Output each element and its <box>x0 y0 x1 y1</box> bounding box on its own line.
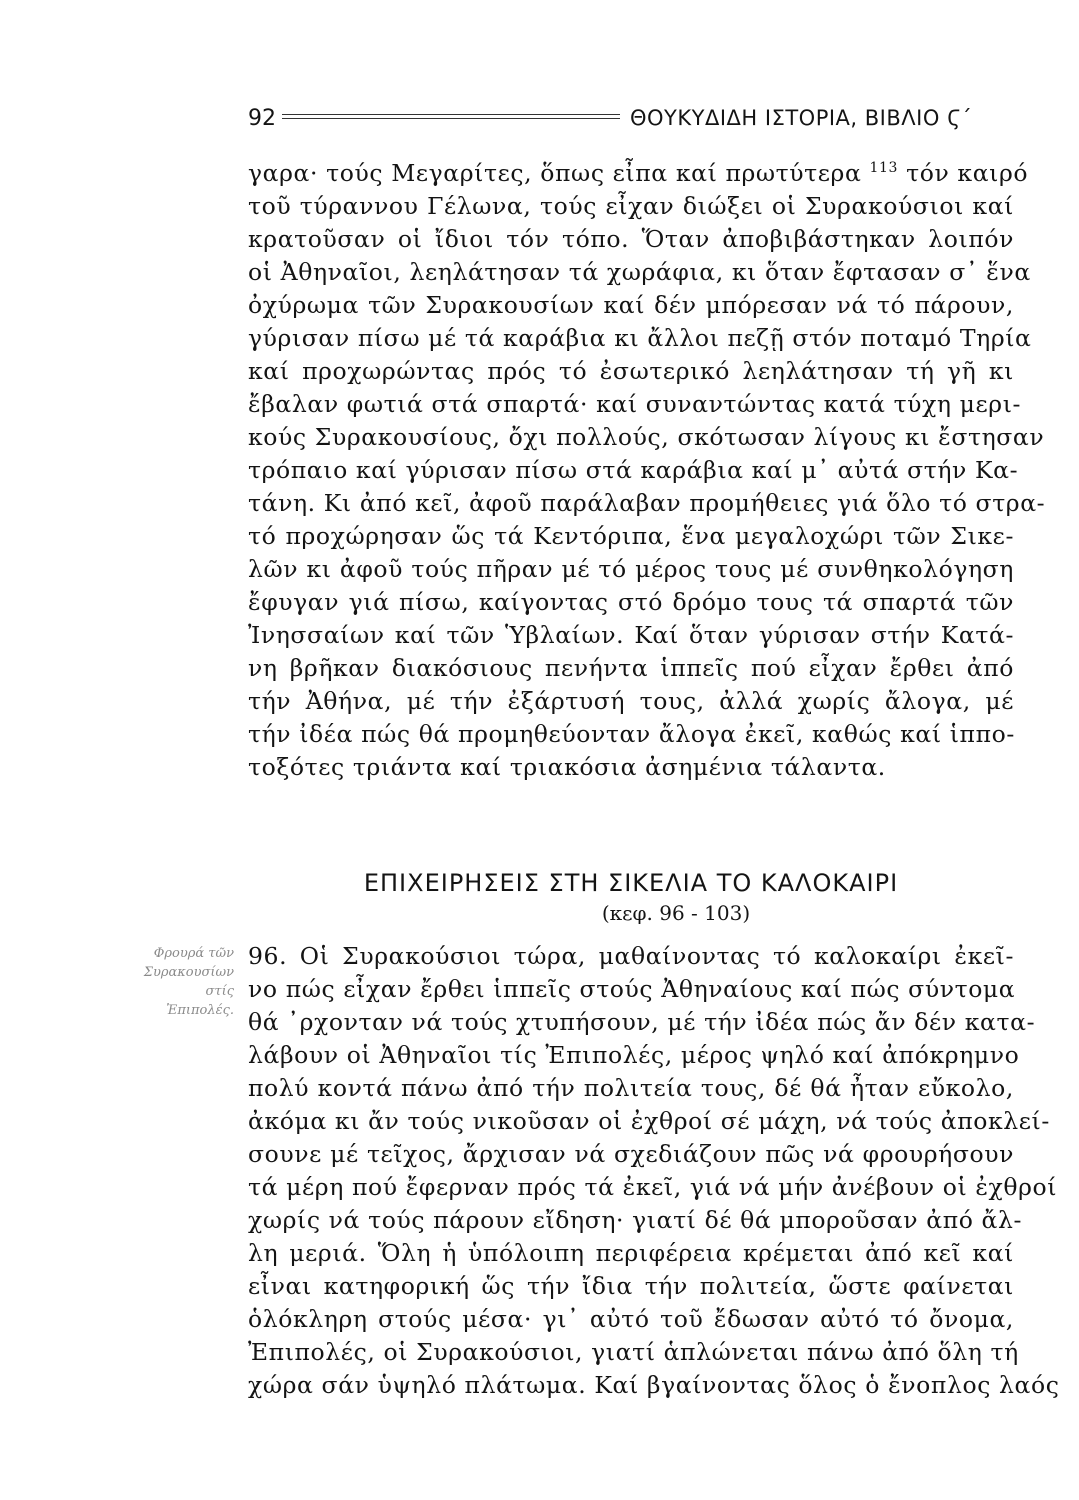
text-line: λη μεριά. Ὅλη ἡ ὑπόλοιπη περιφέρεια κρέμεται ἀπό κεῖ καί <box>248 1239 1014 1267</box>
text-line: ἔβαλαν φωτιά στά σπαρτά· καί συναντώντας κατά τύχη μερι- <box>248 390 1022 418</box>
footnote-ref: 113 <box>869 160 899 177</box>
section-chapters: (κεφ. 96 - 103) <box>601 901 751 925</box>
text-line: οἱ Ἀθηναῖοι, λεηλάτησαν τά χωράφια, κι ὅταν ἔφτασαν σ᾿ ἕνα <box>248 258 1031 286</box>
text-line: νο πώς εἶχαν ἔρθει ἱππεῖς στούς Ἀθηναίους καί πώς σύντομα <box>248 975 1016 1003</box>
text-line: σουνε μέ τεῖχος, ἄρχισαν νά σχεδιάζουν πῶς νά φρουρήσουν <box>248 1140 1014 1168</box>
text-line: γαρα· τούς Μεγαρίτες, ὅπως εἶπα καί πρωτύτερα $^{113}$ τόν καιρό <box>248 159 1029 187</box>
text-line: τάνη. Κι ἀπό κεῖ, ἀφοῦ παράλαβαν προμήθειες γιά ὅλο τό στρα- <box>248 489 1046 517</box>
paragraph-1 <box>248 157 1046 784</box>
text-line: τά μέρη πού ἔφερναν πρός τά ἐκεῖ, γιά νά μήν ἀνέβουν οἱ ἐχθροί <box>248 1173 1058 1201</box>
margin-note-line: στίς <box>205 984 234 999</box>
text-line: τοῦ τύραννου Γέλωνα, τούς εἶχαν διώξει οἱ Συρακούσιοι καί <box>248 192 1014 220</box>
header-rule <box>282 114 620 119</box>
text-line: λῶν κι ἀφοῦ τούς πῆραν μέ τό μέρος τους μέ συνθηκολόγηση <box>248 555 1014 583</box>
margin-note-line: Συρακουσίων <box>143 965 234 980</box>
text-line: τρόπαιο καί γύρισαν πίσω στά καράβια καί μ᾿ αὐτά στήν Κα- <box>248 456 1019 484</box>
text-line: ὁλόκληρη στούς μέσα· γι᾿ αὐτό τοῦ ἔδωσαν αὐτό τό ὄνομα, <box>248 1305 1014 1333</box>
text-line: καί προχωρώντας πρός τό ἐσωτερικό λεηλάτησαν τή γῆ κι <box>248 357 1014 385</box>
text-line: 96. Οἱ Συρακούσιοι τώρα, μαθαίνοντας τό καλοκαίρι ἐκεῖ- <box>248 942 1014 970</box>
text-line: ὀχύρωμα τῶν Συρακουσίων καί δέν μπόρεσαν νά τό πάρουν, <box>248 291 1014 319</box>
text-line: τήν Ἀθήνα, μέ τήν ἐξάρτυσή τους, ἀλλά χωρίς ἄλογα, μέ <box>248 687 1014 715</box>
text-line: ἀκόμα κι ἄν τούς νικοῦσαν οἱ ἐχθροί σέ μάχη, νά τούς ἀποκλεί- <box>248 1107 1050 1135</box>
margin-note-line: Ἐπιπολές. <box>166 1003 234 1018</box>
text-line: λάβουν οἱ Ἀθηναῖοι τίς Ἐπιπολές, μέρος ψηλό καί ἀπόκρημνο <box>248 1041 1020 1069</box>
section-heading: ΕΠΙΧΕΙΡΗΣΕΙΣ ΣΤΗ ΣΙΚΕΛΙΑ ΤΟ ΚΑΛΟΚΑΙΡΙ <box>363 869 899 897</box>
text-line: κούς Συρακουσίους, ὄχι πολλούς, σκότωσαν λίγους κι ἔστησαν <box>248 423 1045 451</box>
margin-note-line: Φρουρά τῶν <box>153 946 234 961</box>
text-line: εἶναι κατηφορική ὥς τήν ἴδια τήν πολιτεία, ὥστε φαίνεται <box>248 1272 1014 1300</box>
text-line: τό προχώρησαν ὥς τά Κεντόριπα, ἕνα μεγαλοχώρι τῶν Σικε- <box>248 522 1014 550</box>
text-line: χώρα σάν ὑψηλό πλάτωμα. Καί βγαίνοντας ὅλος ὁ ἔνοπλος λαός <box>248 1371 1060 1399</box>
page-number: 92 <box>248 106 276 131</box>
text-line: νη βρῆκαν διακόσιους πενήντα ἱππεῖς πού εἶχαν ἔρθει ἀπό <box>248 654 1014 682</box>
text-line: τήν ἰδέα πώς θά προμηθεύονταν ἄλογα ἐκεῖ, καθώς καί ἱππο- <box>248 720 1015 748</box>
text-line: θά ᾿ρχονταν νά τούς χτυπήσουν, μέ τήν ἰδέα πώς ἄν δέν κατα- <box>248 1008 1036 1036</box>
text-line: κρατοῦσαν οἱ ἴδιοι τόν τόπο. Ὅταν ἀποβιβάστηκαν λοιπόν <box>248 225 1014 253</box>
text-line: Ἐπιπολές, οἱ Συρακούσιοι, γιατί ἁπλώνεται πάνω ἀπό ὅλη τή <box>248 1338 1019 1366</box>
text-line: ἔφυγαν γιά πίσω, καίγοντας στό δρόμο τους τά σπαρτά τῶν <box>248 588 1014 616</box>
text-line: γύρισαν πίσω μέ τά καράβια κι ἄλλοι πεζῇ στόν ποταμό Τηρία <box>248 324 1032 352</box>
text-line: πολύ κοντά πάνω ἀπό τήν πολιτεία τους, δέ θά ἦταν εὔκολο, <box>248 1074 1014 1102</box>
running-title: ΘΟΥΚΥΔΙΔΗ ΙΣΤΟΡΙΑ, ΒΙΒΛΙΟ Ϛ΄ <box>630 106 973 130</box>
text-line: χωρίς νά τούς πάρουν εἴδηση· γιατί δέ θά μποροῦσαν ἀπό ἄλ- <box>248 1206 1023 1234</box>
text-line: Ἰνησσαίων καί τῶν Ὑβλαίων. Καί ὅταν γύρισαν στήν Κατά- <box>248 621 1014 649</box>
paragraph-2 <box>248 940 1060 1402</box>
text-line: τοξότες τριάντα καί τριακόσια ἀσημένια τάλαντα. <box>248 753 886 781</box>
margin-note <box>128 944 234 1020</box>
